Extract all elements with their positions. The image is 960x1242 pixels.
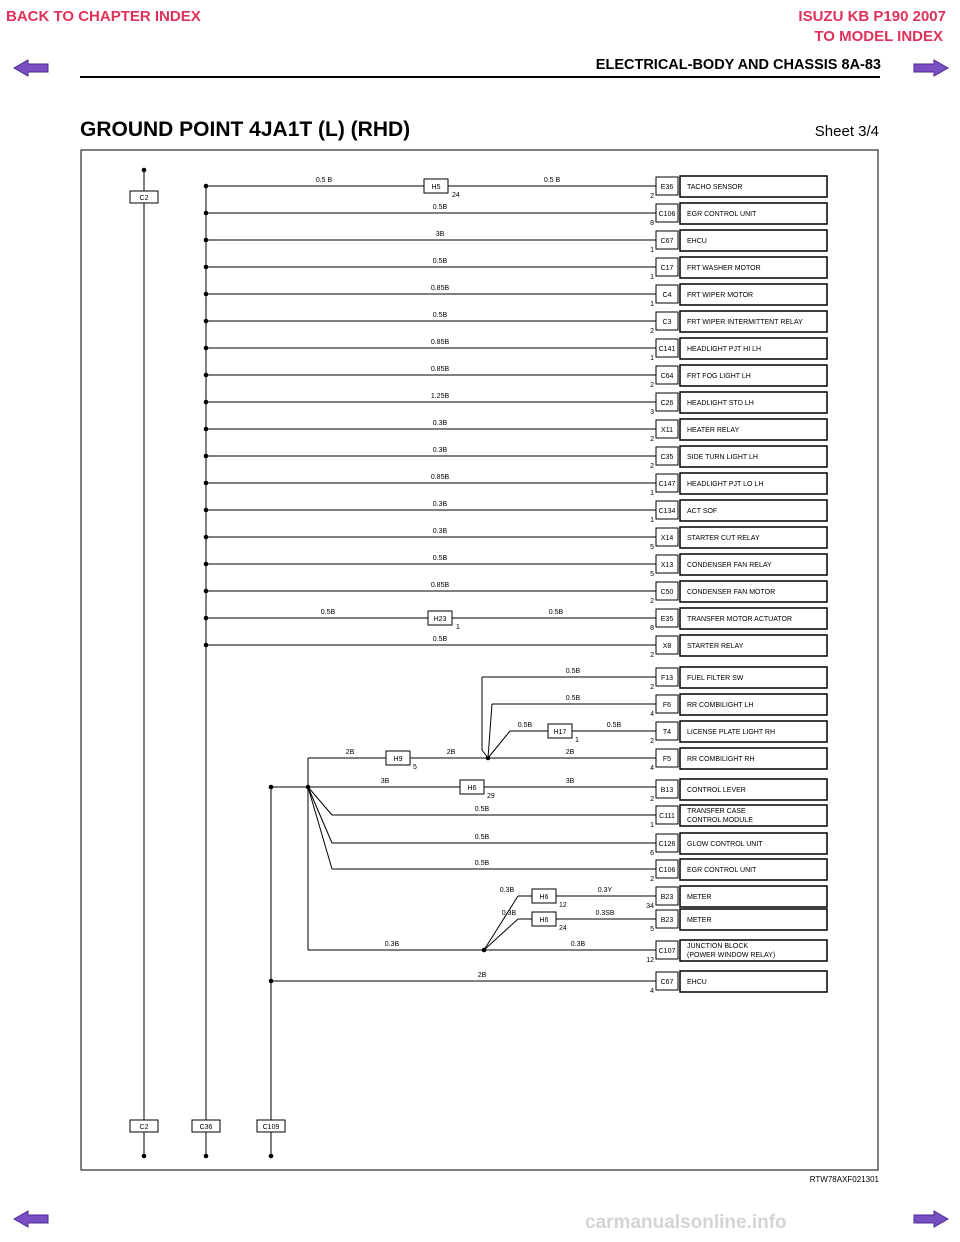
ground-bus-c36-end [204, 1154, 209, 1159]
device-label: RR COMBILIGHT LH [687, 702, 754, 709]
wire-label: 0.3SB [595, 910, 615, 917]
connector-id: C26 [660, 400, 674, 407]
inline-pin: 5 [413, 764, 417, 771]
connector-id: C107 [658, 948, 676, 955]
ground-bus-c109-end [269, 1154, 274, 1159]
wire-label: 0.3B [432, 501, 448, 508]
connector-id: C106 [658, 211, 676, 218]
connector-id: F6 [662, 702, 672, 709]
device-label: RR COMBILIGHT RH [687, 756, 755, 763]
inline-connector-id: H6 [539, 917, 549, 924]
wire-label: 0.3B [499, 887, 515, 894]
sheet-label: Sheet 3/4 [814, 123, 879, 140]
wire-label: 3B [380, 778, 390, 785]
pin-number: 5 [650, 544, 654, 551]
wire-label: 0.5B [565, 695, 581, 702]
pin-number: 2 [650, 382, 654, 389]
connector-id: E36 [660, 184, 674, 191]
connector-id: C4 [662, 292, 672, 299]
wire-label: 2B [477, 972, 487, 979]
connector-id: E35 [660, 616, 674, 623]
device-label: STARTER CUT RELAY [687, 535, 760, 542]
wire-label: 2B [565, 749, 575, 756]
ground-bus-c2-end [142, 1154, 147, 1159]
fan-wire [308, 787, 332, 869]
pin-number: 8 [650, 625, 654, 632]
device-label: STARTER RELAY [687, 643, 744, 650]
inline-connector-id: H5 [431, 184, 441, 191]
device-label: FRT WASHER MOTOR [687, 265, 761, 272]
pin-number: 5 [650, 926, 654, 933]
wire-label: 0.3B [501, 910, 517, 917]
wire-label: 0.85B [430, 582, 450, 589]
wire-label: 0.85B [430, 339, 450, 346]
back-to-chapter-link[interactable]: BACK TO CHAPTER INDEX [6, 8, 201, 25]
connector-id: C126 [658, 841, 676, 848]
inline-connector-id: H6 [539, 894, 549, 901]
device-label: HEADLIGHT PJT LO LH [687, 481, 764, 488]
section-header: ELECTRICAL-BODY AND CHASSIS 8A-83 [595, 57, 881, 73]
pin-number: 12 [646, 957, 654, 964]
wire-label: 0.3B [432, 447, 448, 454]
wire-label: 0.85B [430, 285, 450, 292]
wire-line [488, 731, 510, 758]
device-label: FRT WIPER MOTOR [687, 292, 754, 299]
connector-id: B23 [660, 917, 674, 924]
device-label: HEATER RELAY [687, 427, 740, 434]
pin-number: 6 [650, 850, 654, 857]
device-label: FUEL FILTER SW [687, 675, 744, 682]
connector-id: X8 [662, 643, 672, 650]
connector-id: X13 [660, 562, 674, 569]
pin-number: 2 [650, 463, 654, 470]
pin-number: 2 [650, 684, 654, 691]
device-label: JUNCTION BLOCK [687, 943, 749, 950]
device-label: CONDENSER FAN MOTOR [687, 589, 776, 596]
pin-number: 1 [650, 490, 654, 497]
pin-number: 2 [650, 796, 654, 803]
wire-line [488, 704, 492, 758]
connector-id: C111 [659, 813, 675, 820]
page-title: GROUND POINT 4JA1T (L) (RHD) [80, 118, 411, 141]
wire-label: 0.5B [432, 204, 448, 211]
device-label: EGR CONTROL UNIT [687, 867, 757, 874]
device-label: FRT WIPER INTERMITTENT RELAY [687, 319, 803, 326]
wire-label: 0.5B [565, 668, 581, 675]
wire-label: 1.25B [430, 393, 450, 400]
connector-id: B13 [660, 787, 674, 794]
pin-number: 4 [650, 988, 654, 995]
pin-number: 2 [650, 436, 654, 443]
wire-label: 0.3B [570, 941, 586, 948]
fan-wire [308, 787, 332, 843]
device-label-line2: CONTROL MODULE [687, 817, 753, 824]
device-label: ACT SOF [687, 508, 718, 515]
pin-number: 2 [650, 328, 654, 335]
wire-label: 0.3B [432, 528, 448, 535]
connector-id: C67 [660, 238, 674, 245]
connector-id: C147 [658, 481, 676, 488]
inline-pin: 24 [452, 192, 460, 199]
connector-id: C67 [660, 979, 674, 986]
wire-label: 0.5B [548, 609, 564, 616]
connector-id: C134 [658, 508, 676, 515]
connector-id: C50 [660, 589, 674, 596]
device-label: EHCU [687, 979, 707, 986]
connector-id: C35 [660, 454, 674, 461]
ground-bus-c2-end [142, 168, 147, 173]
pin-number: 1 [650, 274, 654, 281]
connector-id: F5 [662, 756, 672, 763]
wire-label: 0.3B [432, 420, 448, 427]
device-label: METER [687, 894, 712, 901]
pin-number: 2 [650, 652, 654, 659]
wire-label: 0.5B [474, 860, 490, 867]
device-label: CONDENSER FAN RELAY [687, 562, 772, 569]
pin-number: 1 [650, 517, 654, 524]
device-label: FRT FOG LIGHT LH [687, 373, 751, 380]
inline-connector-id: H23 [433, 616, 447, 623]
figure-reference: RTW78AXF021301 [809, 1175, 879, 1184]
wire-label: 2B [345, 749, 355, 756]
inline-pin: 29 [487, 793, 495, 800]
connector-id: C17 [660, 265, 674, 272]
device-label: EGR CONTROL UNIT [687, 211, 757, 218]
wire-label: 0.5B [432, 312, 448, 319]
connector-id: C3 [662, 319, 672, 326]
wire-label: 0.5 B [543, 177, 561, 184]
wire-label: 0.5B [517, 722, 533, 729]
wire-label: 2B [446, 749, 456, 756]
pin-number: 34 [646, 903, 654, 910]
wire-label: 0.85B [430, 474, 450, 481]
connector-id: C64 [660, 373, 674, 380]
device-label: TRANSFER MOTOR ACTUATOR [687, 616, 793, 623]
pin-number: 8 [650, 220, 654, 227]
watermark: carmanualsonline.info [585, 1212, 787, 1233]
inline-connector-id: H17 [553, 729, 567, 736]
device-label: GLOW CONTROL UNIT [687, 841, 763, 848]
ground-label-c109: C109 [262, 1124, 280, 1131]
connector-id: C141 [658, 346, 676, 353]
connector-id: X14 [660, 535, 674, 542]
wire-label: 0.5B [474, 806, 490, 813]
ground-label-c36: C36 [199, 1124, 213, 1131]
device-label-line2: (POWER WINDOW RELAY) [687, 952, 776, 959]
wire-label: 0.3B [384, 941, 400, 948]
device-label: LICENSE PLATE LIGHT RH [687, 729, 776, 736]
device-label: TRANSFER CASE [687, 808, 746, 815]
inline-pin: 1 [575, 737, 579, 744]
wire-label: 3B [435, 231, 445, 238]
pin-number: 1 [650, 355, 654, 362]
pin-number: 4 [650, 765, 654, 772]
pin-number: 3 [650, 409, 654, 416]
device-label: METER [687, 917, 712, 924]
pin-number: 1 [650, 247, 654, 254]
inline-pin: 12 [559, 902, 567, 909]
wire-label: 0.5B [432, 258, 448, 265]
wire-label: 0.5B [606, 722, 622, 729]
pin-number: 1 [650, 822, 654, 829]
wire-label: 0.5B [432, 636, 448, 643]
wire-label: 0.5B [432, 555, 448, 562]
wire-label: 0.5B [320, 609, 336, 616]
device-label: HEADLIGHT PJT HI LH [687, 346, 762, 353]
pin-number: 2 [650, 738, 654, 745]
inline-pin: 24 [559, 925, 567, 932]
pin-number: 4 [650, 711, 654, 718]
connector-id: T4 [662, 729, 672, 736]
pin-number: 5 [650, 571, 654, 578]
wire-label: 0.3Y [597, 887, 613, 894]
ground-label-c2: C2 [139, 1124, 149, 1131]
device-label: SIDE TURN LIGHT LH [687, 454, 758, 461]
wire-label: 0.5B [474, 834, 490, 841]
ground-label-c2-top: C2 [139, 195, 149, 202]
connector-id: B23 [660, 894, 674, 901]
wire-label: 3B [565, 778, 575, 785]
connector-id: C106 [658, 867, 676, 874]
model-title-link[interactable]: ISUZU KB P190 2007 [798, 8, 946, 25]
wire-label: 0.85B [430, 366, 450, 373]
to-model-index-link[interactable]: TO MODEL INDEX [814, 28, 943, 45]
inline-pin: 1 [456, 624, 460, 631]
inline-connector-id: H9 [393, 756, 403, 763]
wire-label: 0.5 B [315, 177, 333, 184]
inline-connector-id: H6 [467, 785, 477, 792]
device-label: EHCU [687, 238, 707, 245]
pin-number: 1 [650, 301, 654, 308]
connector-id: F13 [660, 675, 674, 682]
pin-number: 2 [650, 598, 654, 605]
device-label: TACHO SENSOR [687, 184, 743, 191]
pin-number: 2 [650, 193, 654, 200]
device-label: CONTROL LEVER [687, 787, 746, 794]
pin-number: 2 [650, 876, 654, 883]
device-label: HEADLIGHT STD LH [687, 400, 754, 407]
connector-id: X11 [661, 427, 673, 434]
